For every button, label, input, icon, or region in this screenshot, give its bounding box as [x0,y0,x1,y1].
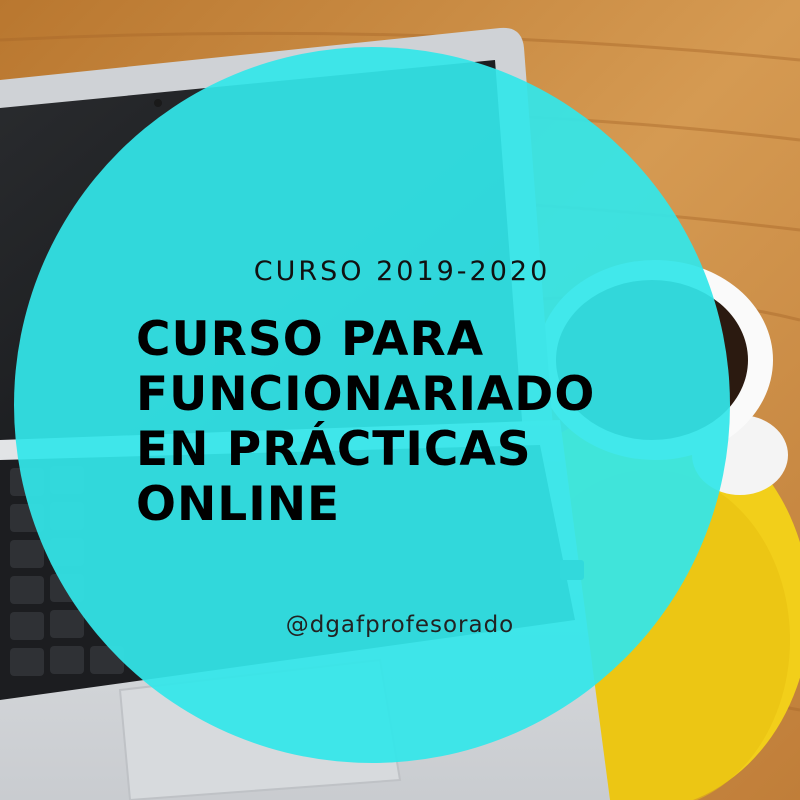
course-title-line: CURSO PARA [136,312,485,367]
course-year: CURSO 2019-2020 [253,256,551,287]
social-handle: @dgafprofesorado [285,612,515,638]
course-title-line: FUNCIONARIADO [136,367,596,422]
course-title-line: ONLINE [136,477,341,532]
course-title-line: EN PRÁCTICAS [136,422,532,477]
cyan-circle [14,47,730,763]
